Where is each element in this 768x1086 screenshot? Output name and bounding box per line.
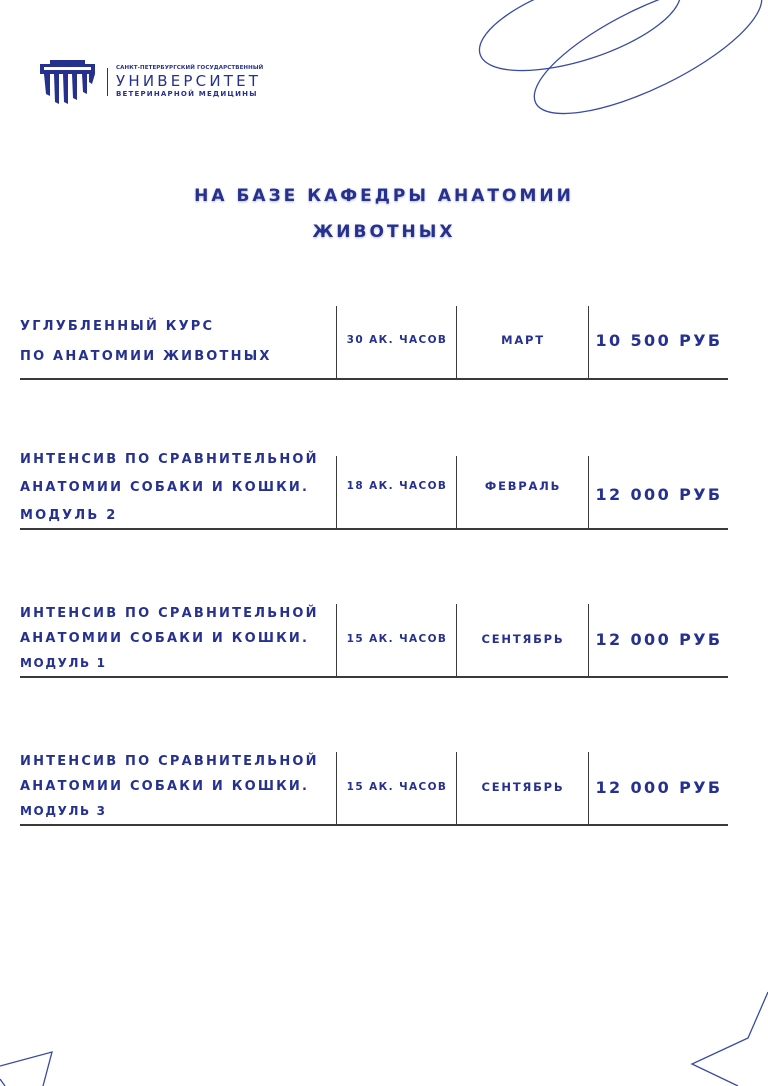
course-month: МАРТ [456, 306, 589, 378]
course-title-line: АНАТОМИИ СОБАКИ И КОШКИ. [20, 630, 310, 646]
course-price: 12 000 РУБ [588, 604, 729, 676]
course-title-line: МОДУЛЬ 2 [20, 508, 118, 523]
course-hours: 18 АК. ЧАСОВ [336, 456, 457, 528]
course-price: 10 500 РУБ [588, 306, 729, 378]
course-row [20, 306, 728, 380]
page-heading [0, 178, 768, 250]
course-row [20, 604, 728, 678]
course-title-line: МОДУЛЬ 1 [20, 655, 107, 670]
triangle-decoration-left-tail [0, 1079, 5, 1086]
course-month: СЕНТЯБРЬ [456, 752, 589, 824]
course-title [20, 448, 336, 528]
ellipse-decoration-2 [518, 0, 768, 139]
course-title [20, 306, 336, 378]
course-title-line: ИНТЕНСИВ ПО СРАВНИТЕЛЬНОЙ [20, 605, 319, 621]
heading-line-1: НА БАЗЕ КАФЕДРЫ АНАТОМИИ [194, 186, 574, 206]
course-title-line: ИНТЕНСИВ ПО СРАВНИТЕЛЬНОЙ [20, 452, 319, 467]
zigzag-decoration-right [692, 992, 768, 1086]
logo-top-line: САНКТ-ПЕТЕРБУРГСКИЙ ГОСУДАРСТВЕННЫЙ [116, 65, 264, 72]
course-title-line: АНАТОМИИ СОБАКИ И КОШКИ. [20, 778, 310, 794]
course-row [20, 752, 728, 826]
triangle-decoration-left [0, 1052, 52, 1086]
logo-bottom-line: ВЕТЕРИНАРНОЙ МЕДИЦИНЫ [116, 89, 258, 98]
course-title [20, 600, 336, 676]
course-month: СЕНТЯБРЬ [456, 604, 589, 676]
heading-line-2: ЖИВОТНЫХ [312, 222, 456, 242]
course-title [20, 748, 336, 824]
course-hours: 30 АК. ЧАСОВ [336, 306, 457, 378]
course-title-line: ПО АНАТОМИИ ЖИВОТНЫХ [20, 349, 272, 364]
course-title-line: ИНТЕНСИВ ПО СРАВНИТЕЛЬНОЙ [20, 753, 319, 769]
logo-main-line: УНИВЕРСИТЕТ [116, 71, 262, 90]
course-title-line: АНАТОМИИ СОБАКИ И КОШКИ. [20, 480, 310, 495]
course-title-line: УГЛУБЛЕННЫЙ КУРС [20, 319, 215, 334]
course-price: 12 000 РУБ [588, 752, 729, 824]
course-title-line: МОДУЛЬ 3 [20, 803, 107, 818]
university-logo [40, 60, 263, 104]
course-price: 12 000 РУБ [588, 456, 729, 528]
course-hours: 15 АК. ЧАСОВ [336, 604, 457, 676]
course-row [20, 452, 728, 530]
logo-separator [107, 68, 108, 96]
course-month: ФЕВРАЛЬ [456, 456, 589, 528]
course-hours: 15 АК. ЧАСОВ [336, 752, 457, 824]
building-columns-icon [40, 60, 95, 104]
ellipse-decoration-1 [468, 0, 691, 91]
